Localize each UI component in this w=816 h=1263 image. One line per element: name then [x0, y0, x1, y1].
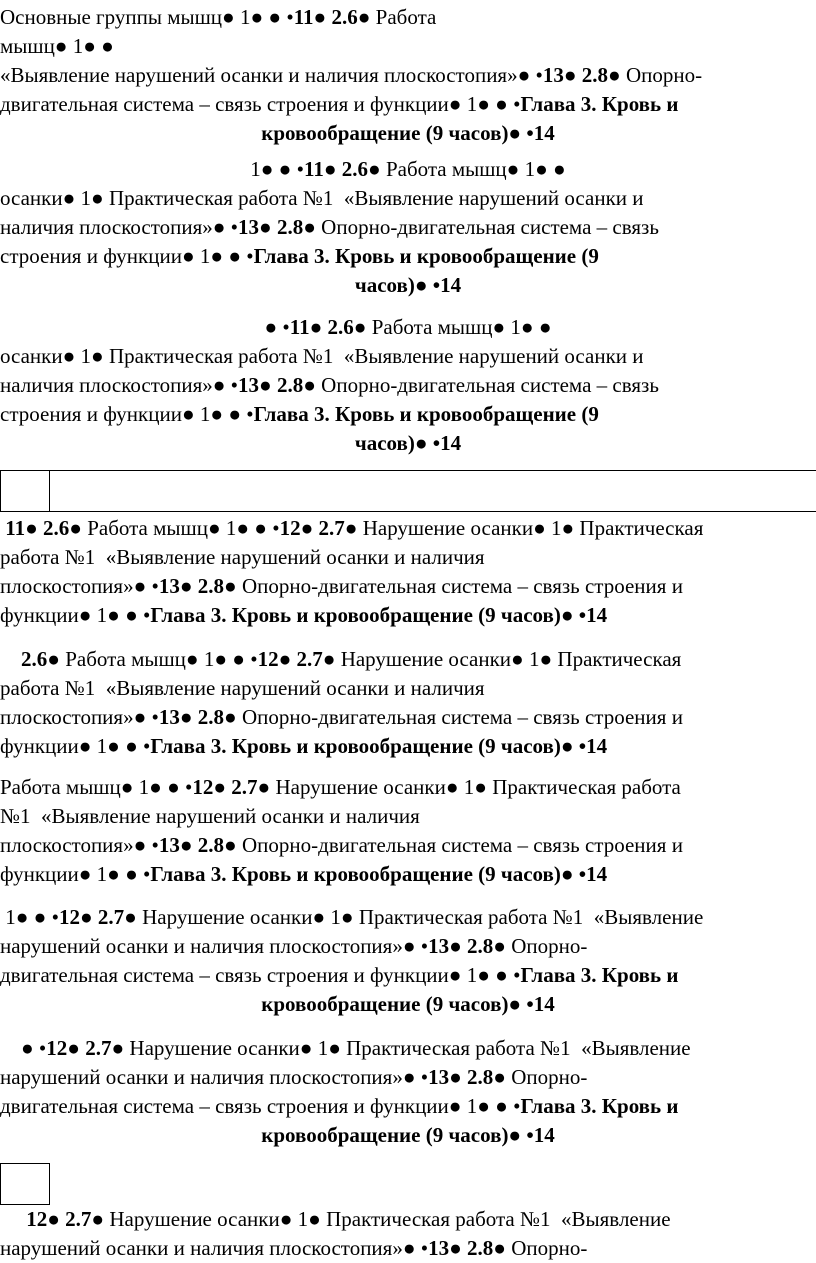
text-run: Опорно- [620, 63, 703, 87]
text-line [0, 1063, 816, 1092]
text-run: Нарушение осанки● 1● Практическая работа №1 «Выявление [104, 1207, 671, 1231]
bold-text: Глава 3. Кровь и [520, 963, 679, 987]
text-run: Нарушение осанки● 1● Практическая работа №1 «Выявление [124, 1036, 691, 1060]
text-line [0, 674, 816, 703]
table-row-divider [0, 470, 816, 512]
text-run: Опорно-двигательная система – связь [315, 373, 659, 397]
text-run: функции● 1● ● • [0, 734, 151, 758]
text-line [0, 703, 816, 732]
text-line [0, 732, 816, 761]
bold-text: кровообращение (9 часов)● •14 [261, 992, 555, 1016]
text-run: Нарушение осанки● 1● Практическая [357, 516, 704, 540]
text-line [0, 371, 816, 400]
text-run: строения и функции● 1● ● • [0, 402, 254, 426]
text-run: Основные группы мышц [0, 5, 223, 29]
text-run: Нарушение осанки● 1● Практическая работа [270, 775, 681, 799]
text-line [0, 155, 816, 184]
text-line [0, 3, 816, 32]
text-block-4 [0, 514, 816, 630]
text-line [0, 601, 816, 630]
text-run: двигательная система – связь строения и функции● 1● ● • [0, 963, 521, 987]
text-line [0, 961, 816, 990]
text-run: функции● 1● ● • [0, 862, 151, 886]
text-run: ● • [264, 315, 290, 339]
bold-text: 13● 2.8● [158, 574, 237, 598]
text-run: нарушений осанки и наличия плоскостопия»● • [0, 1236, 429, 1260]
text-line [0, 1234, 816, 1263]
text-line [0, 990, 816, 1019]
text-run: плоскостопия»● • [0, 833, 159, 857]
text-run: Работа [370, 5, 437, 29]
text-run: ● 1● ● • [222, 5, 294, 29]
text-block-1 [0, 3, 816, 148]
bold-text: 11● 2.6● [289, 315, 367, 339]
text-line [0, 61, 816, 90]
text-run: двигательная система – связь строения и функции● 1● ● • [0, 1094, 521, 1118]
text-run: Нарушение осанки● 1● Практическая [335, 647, 682, 671]
bold-text: 11● 2.6● [303, 157, 381, 181]
bold-text: 12● 2.7● [0, 1207, 105, 1231]
text-run: Опорно- [506, 934, 588, 958]
text-line [0, 514, 816, 543]
bold-text: Глава 3. Кровь и [520, 1094, 679, 1118]
bold-text: 13● 2.8● [158, 705, 237, 729]
table-cell-empty [0, 471, 50, 511]
text-line [0, 32, 816, 61]
text-line [0, 119, 816, 148]
text-run: 1● ● • [250, 157, 304, 181]
text-run: плоскостопия»● • [0, 705, 159, 729]
text-run: Опорно-двигательная система – связь строения и [236, 574, 683, 598]
bold-text: 12● 2.7● [279, 516, 358, 540]
text-line [0, 860, 816, 889]
text-block-9 [0, 1205, 816, 1263]
text-line [0, 831, 816, 860]
bold-text: кровообращение (9 часов)● •14 [261, 1123, 555, 1147]
text-line [0, 802, 816, 831]
text-line [0, 1205, 816, 1234]
text-run: осанки● 1● Практическая работа №1 «Выявление нарушений осанки и [0, 186, 644, 210]
bold-text: 2.6● [0, 647, 60, 671]
text-line [0, 429, 816, 458]
text-block-2 [0, 155, 816, 300]
bold-text: 12● 2.7● [58, 905, 137, 929]
text-line [0, 1121, 816, 1150]
bold-text: Глава 3. Кровь и кровообращение (9 [253, 244, 599, 268]
text-run: наличия плоскостопия»● • [0, 373, 239, 397]
text-line [0, 313, 816, 342]
text-line [0, 400, 816, 429]
text-run: Опорно-двигательная система – связь строения и [236, 833, 683, 857]
text-run: 1● ● • [0, 905, 59, 929]
text-run: осанки● 1● Практическая работа №1 «Выявление нарушений осанки и [0, 344, 644, 368]
text-line [0, 572, 816, 601]
bold-text: 11● 2.6● [0, 516, 82, 540]
text-run: мышц● 1● ● [0, 34, 114, 58]
bold-text: часов)● •14 [354, 431, 462, 455]
text-run: Опорно-двигательная система – связь строения и [236, 705, 683, 729]
bold-text: 12● 2.7● [192, 775, 271, 799]
text-block-5 [0, 645, 816, 761]
text-line [0, 90, 816, 119]
text-run: Работа мышц● 1● ● • [81, 516, 280, 540]
text-run: Работа мышц● 1● ● • [0, 775, 193, 799]
bold-text: 13● 2.8● [428, 934, 506, 958]
text-run: Нарушение осанки● 1● Практическая работа №1 «Выявление [136, 905, 704, 929]
bold-text: 13● 2.8● [238, 215, 316, 239]
bold-text: 13● 2.8● [428, 1236, 506, 1260]
text-line [0, 1034, 816, 1063]
bold-text: Глава 3. Кровь и кровообращение (9 [253, 402, 599, 426]
bold-text: 11● 2.6● [293, 5, 371, 29]
text-run: строения и функции● 1● ● • [0, 244, 254, 268]
text-line [0, 903, 816, 932]
text-run: Работа мышц● 1● ● [366, 315, 552, 339]
table-cell-box [0, 1163, 50, 1205]
text-run: наличия плоскостопия»● • [0, 215, 239, 239]
text-run: Опорно- [506, 1065, 588, 1089]
text-run: Работа мышц● 1● ● [380, 157, 566, 181]
text-run: функции● 1● ● • [0, 603, 151, 627]
bold-text: часов)● •14 [354, 273, 462, 297]
bold-text: Глава 3. Кровь и кровообращение (9 часов)● •14 [150, 603, 608, 627]
text-run: Опорно-двигательная система – связь [315, 215, 659, 239]
text-block-6 [0, 773, 816, 889]
text-line [0, 773, 816, 802]
text-run: плоскостопия»● • [0, 574, 159, 598]
text-line [0, 543, 816, 572]
text-line [0, 213, 816, 242]
text-line [0, 184, 816, 213]
text-block-7 [0, 903, 816, 1019]
text-block-3 [0, 313, 816, 458]
text-run: Работа мышц● 1● ● • [59, 647, 258, 671]
text-run: №1 «Выявление нарушений осанки и наличия [0, 804, 420, 828]
bold-text: 13● 2.8● [158, 833, 237, 857]
bold-text: Глава 3. Кровь и кровообращение (9 часов)● •14 [150, 734, 608, 758]
text-run: «Выявление нарушений осанки и наличия плоскостопия»● • [0, 63, 543, 87]
bold-text: 13● 2.8● [542, 63, 621, 87]
bold-text: 13● 2.8● [428, 1065, 506, 1089]
text-run: ● • [0, 1036, 47, 1060]
text-line [0, 342, 816, 371]
bold-text: Глава 3. Кровь и [520, 92, 679, 116]
text-line [0, 932, 816, 961]
bold-text: 12● 2.7● [257, 647, 336, 671]
text-run: работа №1 «Выявление нарушений осанки и наличия [0, 545, 485, 569]
text-line [0, 1092, 816, 1121]
text-line [0, 242, 816, 271]
text-run: Опорно- [506, 1236, 588, 1260]
bold-text: Глава 3. Кровь и кровообращение (9 часов)● •14 [150, 862, 608, 886]
text-run: двигательная система – связь строения и функции● 1● ● • [0, 92, 521, 116]
text-run: работа №1 «Выявление нарушений осанки и наличия [0, 676, 485, 700]
text-run: нарушений осанки и наличия плоскостопия»● • [0, 934, 429, 958]
bold-text: 13● 2.8● [238, 373, 316, 397]
text-block-8 [0, 1034, 816, 1150]
text-run: нарушений осанки и наличия плоскостопия»● • [0, 1065, 429, 1089]
bold-text: кровообращение (9 часов)● •14 [261, 121, 555, 145]
text-line [0, 271, 816, 300]
bold-text: 12● 2.7● [46, 1036, 125, 1060]
text-line [0, 645, 816, 674]
